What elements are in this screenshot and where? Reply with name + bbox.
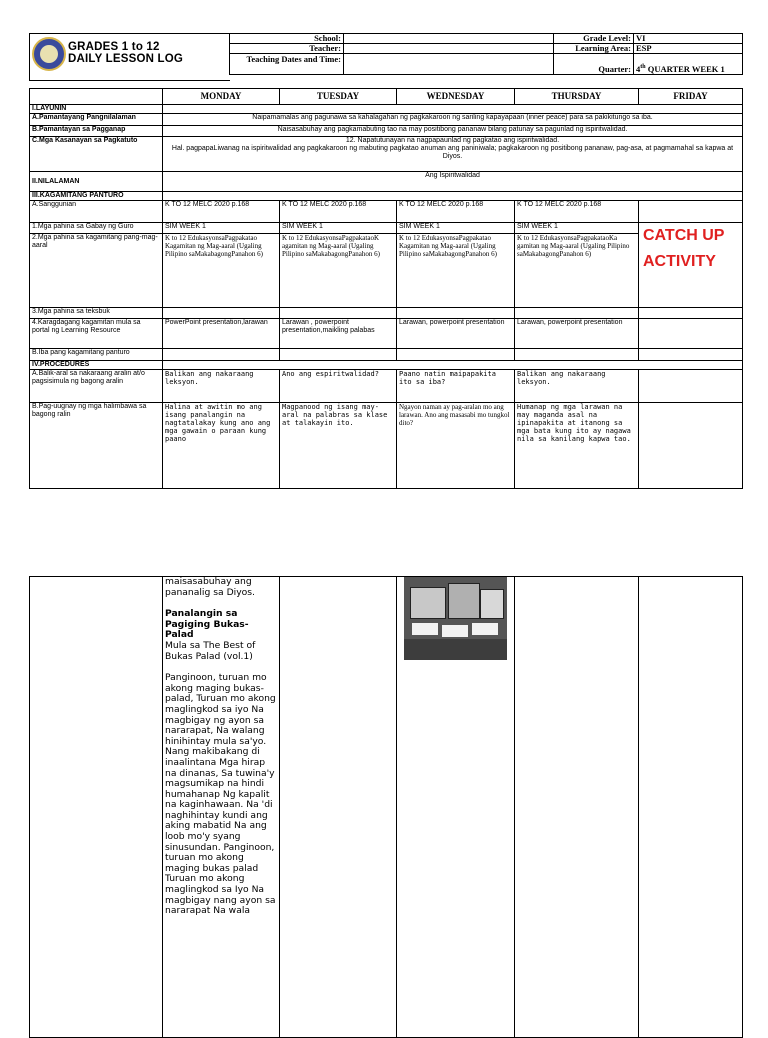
kagamitang-monday: K to 12 EdukasyonsaPagpakatao Kagamitan ng Mag-aaral (Ugaling Pilipino saMakabagongPanahon 6) [163,234,280,308]
header-title-line1: GRADES 1 to 12 [68,41,160,53]
school-label: School: [230,34,344,44]
teksbuk-friday [639,308,743,319]
sanggunian-tuesday: K TO 12 MELC 2020 p.168 [280,201,397,223]
sanggunian-friday [639,201,743,223]
learning-area-value[interactable]: ESP [634,44,743,54]
lesson-topic: Ang Ispiritwalidad [163,172,743,192]
pamantayan-sa-pagganap-label: B.Pamantayan sa Pagganap [30,126,163,137]
pag-uugnay-wednesday: Ngayon naman ay pag-aralan mo ang larawan. Ano ang masasabi mo tungkol dito? [397,403,515,489]
pag-uugnay-friday [639,403,743,489]
teksbuk-label: 3.Mga pahina sa teksbuk [30,308,163,319]
karagdagang-tuesday: Larawan , powerpoint presentation,maikling palabas [280,319,397,349]
karagdagang-wednesday: Larawan, powerpoint presentation [397,319,515,349]
kagamitang-mag-aaral-label: 2.Mga pahina sa kagamitang pang-mag-aaral [30,234,163,308]
continuation-friday [639,577,743,1038]
day-header-thursday: THURSDAY [515,89,639,105]
iba-pang-friday [639,349,743,361]
gabay-wednesday: SIM WEEK 1 [397,223,515,234]
deped-seal-icon [32,37,66,71]
karagdagang-kagamitan-label: 4.Karagdagang kagamitan mula sa portal ng Learning Resource [30,319,163,349]
teaching-dates-label: Teaching Dates and Time: [230,54,344,75]
continuation-tuesday [280,577,397,1038]
header-info-table [229,33,743,75]
teaching-dates-value[interactable] [344,54,554,75]
teksbuk-wednesday [397,308,515,319]
teksbuk-thursday [515,308,639,319]
balik-aral-thursday: Balikan ang nakaraang leksyon. [515,370,639,403]
prayer-title: Panalangin sa Pagiging Bukas-Palad [165,608,249,641]
kasanayan-competency: 12. Napatutunayan na nagpapaunlad ng pagkatao ang ispiritwalidad. [345,137,560,144]
sanggunian-monday: K TO 12 MELC 2020 p.168 [163,201,280,223]
pamantayang-pangnilalaman-label: A.Pamantayang Pangnilalaman [30,114,163,126]
iba-pang-wednesday [397,349,515,361]
teacher-label: Teacher: [230,44,344,54]
iba-pang-kagamitan-label: B.Iba pang kagamitang panturo [30,349,163,361]
grade-level-value[interactable]: VI [634,34,743,44]
quarter-suffix: th [640,64,646,71]
pag-uugnay-tuesday: Magpanood ng isang may-aral na palabras sa klase at talakayin ito. [280,403,397,489]
teksbuk-tuesday [280,308,397,319]
section-procedures: IV.PROCEDURES [30,361,163,370]
header-title-line2: DAILY LESSON LOG [68,53,184,65]
catch-up-activity: CATCH UP ACTIVITY [643,227,725,270]
pag-uugnay-monday: Halina at awitin mo ang isang panalangin na nagtatalakay kung ano ang mga gawain o paraan kung paano [163,403,280,489]
day-header-monday: MONDAY [163,89,280,105]
sanggunian-label: A.Sanggunian [30,201,163,223]
day-header-friday: FRIDAY [639,89,743,105]
classroom-photo [404,577,507,660]
continuation-table [29,576,743,1038]
school-value[interactable] [344,34,554,44]
iba-pang-tuesday [280,349,397,361]
pamantayan-sa-pagganap-value: Naisasabuhay ang pagkamabuting tao na may positibong pananaw bilang patunay sa pagunlad ng ispiritwalidad. [163,126,743,137]
prayer-source: Mula sa The Best of Bukas Palad (vol.1) [165,639,259,662]
learning-area-label: Learning Area: [554,44,634,54]
continuation-wednesday [397,577,515,1038]
layunin-blank [163,105,743,114]
teacher-value[interactable] [344,44,554,54]
iba-pang-monday [163,349,280,361]
gabay-thursday: SIM WEEK 1 [515,223,639,234]
balik-aral-label: A.Balik-aral sa nakaraang aralin at/o pagsisimula ng bagong aralin [30,370,163,403]
karagdagang-monday: PowerPoint presentation,larawan [163,319,280,349]
sanggunian-wednesday: K TO 12 MELC 2020 p.168 [397,201,515,223]
balik-aral-wednesday: Paano natin maipapakita ito sa iba? [397,370,515,403]
kagamitang-tuesday: K to 12 EdukasyonsaPagpakataoK agamitan ng Mag-aaral (Ugaling Pilipino saMakabagongPanahon 6) [280,234,397,308]
balik-aral-friday [639,370,743,403]
kagamitang-wednesday: K to 12 EdukasyonsaPagpakatao Kagamitan ng Mag-aaral (Ugaling Pilipino saMakabagongPanahon 6) [397,234,515,308]
mga-kasanayan-value [163,137,743,172]
catch-up-cell [639,223,743,308]
continuation-monday [163,577,280,1038]
section-kagamitang-panturo: III.KAGAMITANG PANTURO [30,192,163,201]
quarter-number: 4 [636,64,641,74]
mga-kasanayan-label: C.Mga Kasanayan sa Pagkatuto [30,137,163,172]
gabay-ng-guro-label: 1.Mga pahina sa Gabay ng Guro [30,223,163,234]
section-layunin: I.LAYUNIN [30,105,163,114]
lesson-plan-table [29,88,743,489]
pamantayang-pangnilalaman-value: Naipamamalas ang pagunawa sa kahalagahan ng pagkakaroon ng sariling kapayapaan (inner peace) para sa pakikitungo sa iba. [163,114,743,126]
continuation-label-cell [30,577,163,1038]
prayer-text: Panginoon, turuan mo akong maging bukas-palad, Turuan mo akong maglingkod sa iyo Na magbigay ng ayon sa nararapat, Na walang hinihintay mula sa'yo. Nang makibakang di inaalintana Mga hirap na dinanas, Sa tuwina'y magsumikap na hindi humahanap Ng kapalit na kaginhawaan. Na 'di naghihintay kundi ang aking mabatid Na ang loob mo'y syang sinusundan. Panginoon, turuan mo akong maging bukas palad Turuan mo akong maglingkod sa Iyo Na magbigay nang ayon sa nararapat Na wala [165,672,279,917]
continuation-intro: maisasabuhay ang pananalig sa Diyos. [165,576,255,598]
quarter-rest: QUARTER WEEK 1 [647,64,725,74]
lesson-log-header [29,33,742,81]
gabay-monday: SIM WEEK 1 [163,223,280,234]
section-nilalaman: II.NILALAMAN [30,172,163,192]
day-header-tuesday: TUESDAY [280,89,397,105]
day-header-wednesday: WEDNESDAY [397,89,515,105]
day-header-blank [30,89,163,105]
quarter-value[interactable] [634,54,743,75]
sanggunian-thursday: K TO 12 MELC 2020 p.168 [515,201,639,223]
teksbuk-monday [163,308,280,319]
balik-aral-monday: Balikan ang nakaraang leksyon. [163,370,280,403]
kasanayan-example: Hal. pagpapaLiwanag na ispiritwalidad ang pagkakaroon ng mabuting pagkatao anuman ang paniniwala; pagkakaroon ng positibong pananaw, pag-asa, at pagmamahal sa kapwa at Diyos. [171,145,734,160]
iba-pang-thursday [515,349,639,361]
karagdagang-thursday: Larawan, powerpoint presentation [515,319,639,349]
header-title-block [29,33,230,81]
pag-uugnay-thursday: Humanap ng mga larawan na may maganda asal na ipinapakita at itanong sa mga bata kung ito ay nagawa nila sa kanilang kapwa tao. [515,403,639,489]
procedures-blank [163,361,743,370]
grade-level-label: Grade Level: [554,34,634,44]
continuation-thursday [515,577,639,1038]
balik-aral-tuesday: Ano ang espiritwalidad? [280,370,397,403]
gabay-tuesday: SIM WEEK 1 [280,223,397,234]
pag-uugnay-label: B.Pag-uugnay ng mga halimbawa sa bagong ralin [30,403,163,489]
kagamitang-blank [163,192,743,201]
quarter-label: Quarter: [554,54,634,75]
karagdagang-friday [639,319,743,349]
kagamitang-thursday: K to 12 EdukasyonsaPagpakataoKa gamitan ng Mag-aaral (Ugaling Pilipino saMakabagongPanahon 6) [515,234,639,308]
